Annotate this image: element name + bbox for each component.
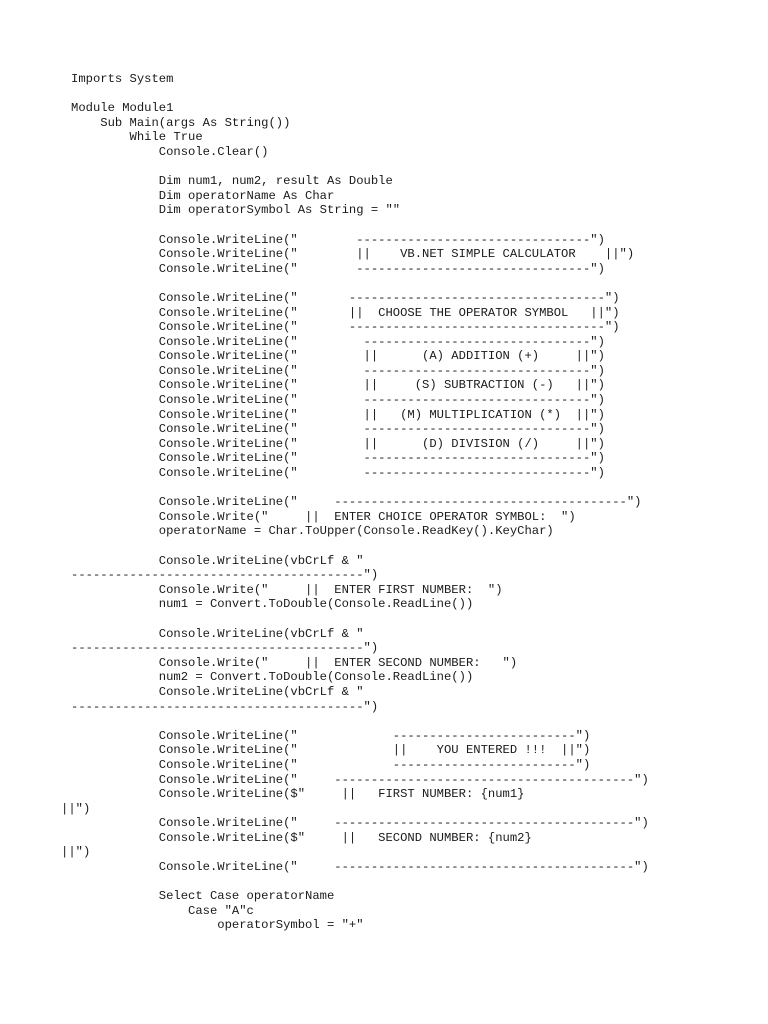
code-line: Console.WriteLine(" --------------------------------") <box>71 261 605 276</box>
code-line: Sub Main(args As String()) <box>71 115 291 130</box>
code-line: Console.WriteLine(" -------------------------------") <box>71 363 605 378</box>
code-line: operatorName = Char.ToUpper(Console.ReadKey().KeyChar) <box>71 524 554 539</box>
code-line: Console.WriteLine(" || (M) MULTIPLICATION (*) ||") <box>71 407 605 422</box>
code-line: While True <box>71 130 203 145</box>
code-line: Console.WriteLine(" --------------------------------") <box>71 232 605 247</box>
code-line: ----------------------------------------") <box>71 568 379 583</box>
code-line: Console.WriteLine(vbCrLf & " <box>71 684 364 699</box>
code-line: ||") <box>61 845 91 860</box>
code-line: Console.Write(" || ENTER FIRST NUMBER: ") <box>71 582 503 597</box>
code-line <box>71 539 649 554</box>
code-line: ----------------------------------------") <box>71 699 379 714</box>
code-line: Console.WriteLine(" -------------------------------") <box>71 466 605 481</box>
code-line: Console.Clear() <box>71 144 269 159</box>
code-line: Console.WriteLine(vbCrLf & " <box>71 553 364 568</box>
code-line: ----------------------------------------") <box>71 641 379 656</box>
code-line <box>71 612 649 627</box>
code-line: Module Module1 <box>71 101 174 116</box>
code-line: Console.WriteLine(" -------------------------------") <box>71 451 605 466</box>
code-line: Console.WriteLine(" -------------------------") <box>71 728 591 743</box>
code-line: Console.WriteLine(" || (A) ADDITION (+) ||") <box>71 349 605 364</box>
code-line: Console.WriteLine($" || SECOND NUMBER: {num2} <box>71 830 532 845</box>
code-line <box>71 276 649 291</box>
code-line: Console.WriteLine(" -------------------------------") <box>71 422 605 437</box>
code-line: Case "A"c <box>71 903 254 918</box>
code-line: Imports System <box>71 72 174 86</box>
code-line: Console.WriteLine(" -------------------------------") <box>71 334 605 349</box>
code-line: Console.WriteLine(" ----------------------------------------") <box>71 495 642 510</box>
code-line: Console.WriteLine(" || (S) SUBTRACTION (-) ||") <box>71 378 605 393</box>
code-line: Console.WriteLine(" -----------------------------------------") <box>71 816 649 831</box>
code-line: Console.WriteLine(" || (D) DIVISION (/) ||") <box>71 436 605 451</box>
code-line: Console.Write(" || ENTER CHOICE OPERATOR SYMBOL: ") <box>71 509 576 524</box>
code-listing <box>61 72 649 933</box>
code-line <box>71 218 649 233</box>
code-line: Console.WriteLine(" || YOU ENTERED !!! ||") <box>71 743 591 758</box>
code-line: Console.WriteLine(vbCrLf & " <box>71 626 364 641</box>
code-line: Console.WriteLine(" -------------------------------") <box>71 393 605 408</box>
code-line <box>71 160 649 175</box>
code-line: Console.WriteLine(" || VB.NET SIMPLE CALCULATOR ||") <box>71 247 635 262</box>
code-line <box>71 87 649 102</box>
code-line: Dim num1, num2, result As Double <box>71 174 393 189</box>
code-line: num2 = Convert.ToDouble(Console.ReadLine()) <box>71 670 474 685</box>
code-line: Console.WriteLine(" -----------------------------------------") <box>71 772 649 787</box>
code-line: Console.Write(" || ENTER SECOND NUMBER: ") <box>71 655 518 670</box>
code-line: Console.WriteLine(" -----------------------------------") <box>71 290 620 305</box>
code-line: Console.WriteLine(" || CHOOSE THE OPERATOR SYMBOL ||") <box>71 305 620 320</box>
code-line: Dim operatorSymbol As String = "" <box>71 203 401 218</box>
code-line: num1 = Convert.ToDouble(Console.ReadLine()) <box>71 597 474 612</box>
code-line: operatorSymbol = "+" <box>71 918 364 933</box>
code-line: ||") <box>61 801 91 816</box>
code-line: Console.WriteLine($" || FIRST NUMBER: {num1} <box>71 787 525 802</box>
code-line <box>71 875 649 890</box>
code-line: Dim operatorName As Char <box>71 188 335 203</box>
code-line: Console.WriteLine(" -----------------------------------------") <box>71 860 649 875</box>
code-line: Console.WriteLine(" -------------------------") <box>71 757 591 772</box>
code-line <box>71 714 649 729</box>
code-line: Select Case operatorName <box>71 889 335 904</box>
code-line <box>71 481 649 496</box>
code-line: Console.WriteLine(" -----------------------------------") <box>71 320 620 335</box>
